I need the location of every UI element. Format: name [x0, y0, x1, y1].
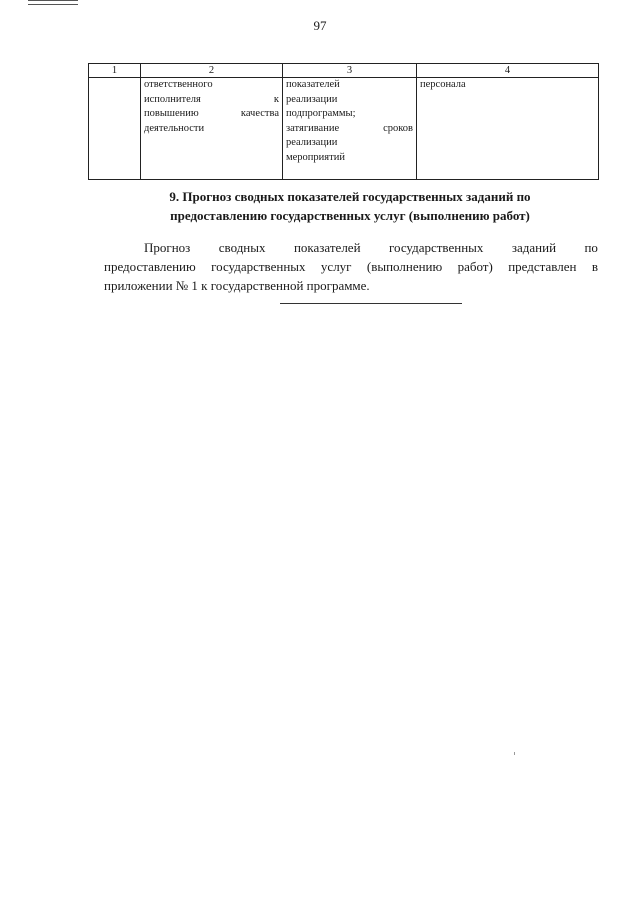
- paragraph-line: [104, 257, 598, 276]
- continuation-table: [88, 63, 599, 180]
- cell-word: качества: [240, 108, 279, 120]
- cell-word: исполнителя: [144, 93, 201, 105]
- table-header-row: [89, 64, 599, 78]
- cell-text-line: персонала: [420, 79, 466, 90]
- cell-text-line: ответственного: [144, 79, 213, 90]
- section-heading-line: предоставлению государственных услуг (выполнению работ): [170, 208, 530, 223]
- paragraph-word: Прогноз: [144, 240, 191, 255]
- cell-word: затягивание: [286, 122, 340, 134]
- cell-text-line: реализации: [286, 137, 338, 149]
- paragraph-word: государственных: [211, 259, 306, 274]
- cell-text-line: деятельности: [144, 122, 205, 134]
- table-header-cell: 1: [89, 64, 141, 78]
- paragraph-word: представлен: [508, 259, 577, 274]
- paragraph-word: сводных: [218, 240, 266, 255]
- paragraph-word: показателей: [293, 240, 361, 255]
- paragraph-word: предоставлению: [104, 259, 196, 274]
- paragraph-word: услуг: [320, 259, 352, 274]
- paragraph-word: по: [584, 240, 598, 255]
- table-header-cell: 3: [283, 64, 417, 78]
- cell-text-line: [144, 93, 279, 108]
- paragraph-word: в: [591, 259, 598, 274]
- table-header-cell: 2: [141, 64, 283, 78]
- cell-word: сроков: [383, 122, 413, 134]
- cell-text-line: [286, 122, 413, 137]
- cell-word: повышению: [144, 108, 199, 120]
- section-heading-line: 9. Прогноз сводных показателей государственных заданий по: [169, 189, 531, 204]
- body-paragraph: [104, 238, 598, 295]
- section-heading: [100, 187, 600, 225]
- paragraph-word: приложении № 1 к государственной программе.: [104, 278, 370, 293]
- scan-speck: [514, 752, 515, 755]
- table-header-cell: 4: [417, 64, 599, 78]
- table-row: [89, 78, 599, 180]
- paragraph-word: (выполнению: [366, 259, 443, 274]
- cell-text-line: реализации: [286, 93, 338, 105]
- table-cell-col2: [141, 78, 283, 180]
- table-cell-col1: [89, 78, 141, 180]
- page-number: 97: [313, 18, 327, 33]
- paragraph-line: [104, 238, 598, 257]
- paragraph-word: государственных: [388, 240, 484, 255]
- cell-text-line: подпрограммы;: [286, 108, 356, 120]
- cell-word: к: [273, 93, 279, 105]
- corner-scan-mark: [28, 0, 78, 5]
- paragraph-word: заданий: [511, 240, 557, 255]
- end-divider: [280, 303, 462, 304]
- paragraph-line: [104, 276, 598, 295]
- cell-text-line: показателей: [286, 79, 340, 90]
- paragraph-word: работ): [457, 259, 493, 274]
- cell-text-line: мероприятий: [286, 151, 345, 163]
- table-cell-col4: [417, 78, 599, 180]
- cell-text-line: [144, 107, 279, 122]
- table-cell-col3: [283, 78, 417, 180]
